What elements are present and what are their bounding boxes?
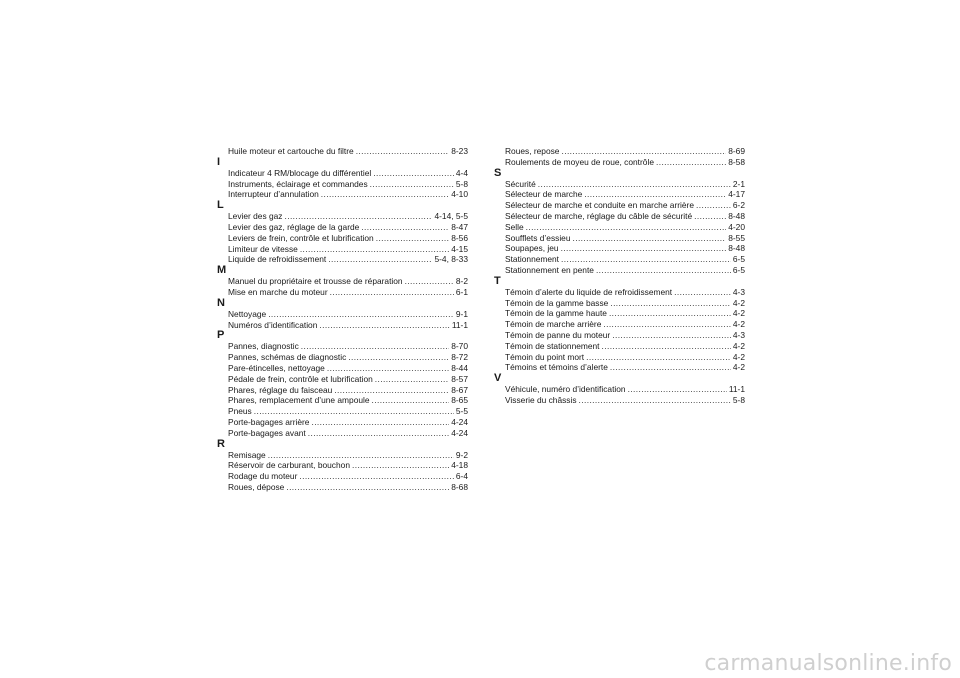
dot-leader [268,309,454,320]
index-entry-text: Roues, repose [505,146,560,156]
dot-leader [327,363,449,374]
dot-leader [405,276,454,287]
dot-leader [538,179,731,190]
index-entry-text: Pneus [228,406,252,417]
index-entry [216,374,468,385]
index-entry-page: 2-1 [732,178,745,189]
index-entry-text: Limiteur de vitesse [228,243,298,254]
index-entry [216,482,468,493]
index-entry-text: Sécurité [505,178,536,189]
index-section-letter: L [217,199,224,212]
index-entry-text: Liquide de refroidissement [228,254,327,265]
dot-leader [573,233,727,244]
index-entry-text: Témoins et témoins d’alerte [505,362,608,373]
index-entry-page: 6-5 [732,254,745,265]
index-entry-page: 4-20 [728,221,745,232]
index-entry-page: 4-2 [732,351,745,362]
dot-leader [694,211,726,222]
index-entry [493,341,745,352]
watermark: carmanualsonline.info [704,651,952,676]
index-entry [216,168,468,179]
index-entry-text: Soufflets d’essieu [505,232,571,243]
index-section-letter: T [494,274,501,287]
index-section-letter: S [494,166,502,179]
index-entry-text: Témoin de la gamme haute [505,308,607,319]
index-entry-text: Sélecteur de marche, réglage du câble de sécurité [505,210,693,221]
index-entry [216,395,468,406]
index-entry [493,319,745,330]
index-entry [493,330,745,341]
index-entry-page: 11-1 [451,319,468,330]
dot-leader [321,189,449,200]
dot-leader [319,320,449,331]
dot-leader [376,233,450,244]
dot-leader [696,200,731,211]
index-entry-text: Leviers de frein, contrôle et lubrification [228,232,374,243]
index-entry-text: Stationnement en pente [505,264,594,275]
index-entry-text: Témoin de la gamme basse [505,297,609,308]
index-entry-text: Témoin d’alerte du liquide de refroidissement [505,286,673,297]
index-entry [216,320,468,331]
index-entry-text: Sélecteur de marche et conduite en marche arrière [505,200,695,211]
index-entry-page: 8-56 [451,232,468,243]
dot-leader [612,330,731,341]
dot-leader [254,406,454,417]
index-entry-page: 6-5 [732,264,745,275]
index-entry [493,265,745,276]
dot-leader [586,352,731,363]
dot-leader [373,168,454,179]
index-entry-text: Phares, remplacement d’une ampoule [228,395,370,406]
index-entry-text: Véhicule, numéro d’identification [505,384,626,395]
index-entry-text: Remisage [228,449,266,460]
index-entry [493,233,745,244]
dot-leader [609,308,731,319]
dot-leader [328,254,432,265]
index-entry-page: 8-57 [451,373,468,384]
index-entry-text: Soupapes, jeu [505,243,559,254]
dot-leader [330,287,454,298]
index-entry [216,428,468,439]
index-entry-text: Levier des gaz [228,211,283,222]
dot-leader [656,157,726,168]
index-entry [216,254,468,265]
index-entry-page: 4-14, 5-5 [434,211,468,222]
index-entry-text: Phares, réglage du faisceau [228,384,333,395]
index-entry-page: 11-1 [728,384,745,395]
dot-leader [584,189,726,200]
index-entry [493,146,745,157]
dot-leader [603,319,731,330]
index-entry [216,211,468,222]
dot-leader [286,482,449,493]
dot-leader [301,341,449,352]
index-entry [493,352,745,363]
index-entry-text: Interrupteur d’annulation [228,189,319,200]
index-entry-page: 4-4 [455,167,468,178]
index-entry-text: Témoin de panne du moteur [505,329,611,340]
dot-leader [561,146,726,157]
index-entry [493,395,745,406]
index-entry-page: 8-67 [451,384,468,395]
index-entry-page: 8-55 [728,232,745,243]
dot-leader [311,417,449,428]
index-entry-text: Manuel du propriétaire et trousse de réparation [228,276,403,287]
dot-leader [579,395,731,406]
index-entry-page: 4-24 [451,416,468,427]
dot-leader [561,243,727,254]
index-entry [493,287,745,298]
index-entry-page: 4-10 [451,189,468,200]
index-entry-text: Huile moteur et cartouche du filtre [228,146,354,156]
index-entry [493,243,745,254]
index-entry-page: 5-8 [455,178,468,189]
index-entry [493,222,745,233]
index-entry-page: 8-65 [451,395,468,406]
index-entry [216,385,468,396]
index-entry-page: 8-69 [728,146,745,156]
index-entry-page: 8-48 [728,210,745,221]
index-entry [493,298,745,309]
index-entry [216,222,468,233]
index-entry [216,276,468,287]
index-entry-page: 8-47 [451,221,468,232]
index-entry-text: Pannes, diagnostic [228,341,299,352]
index-entry-page: 8-44 [451,362,468,373]
index-entry-text: Pare-étincelles, nettoyage [228,362,325,373]
index-entry-page: 4-18 [451,460,468,471]
index-section-letter: N [217,296,225,309]
index-entry [216,363,468,374]
index-entry-text: Instruments, éclairage et commandes [228,178,368,189]
index-entry-page: 6-1 [455,286,468,297]
index-entry-page: 8-72 [451,352,468,363]
index-entry [493,362,745,373]
index-entry-page: 5-5 [455,406,468,417]
index-entry-page: 8-2 [455,276,468,287]
index-entry-text: Réservoir de carburant, bouchon [228,460,350,471]
dot-leader [526,222,727,233]
index-entry-page: 9-1 [455,308,468,319]
index-entry [216,406,468,417]
index-entry [493,179,745,190]
dot-leader [628,384,727,395]
dot-leader [361,222,449,233]
index-entry-page: 5-4, 8-33 [434,254,468,265]
index-entry [216,233,468,244]
index-section-letter: P [217,329,225,342]
index-entry [493,254,745,265]
index-entry-page: 8-23 [451,146,468,156]
dot-leader [356,146,450,157]
index-section-letter: V [494,372,502,385]
index-entry [216,341,468,352]
index-column-right [493,146,745,406]
dot-leader [610,298,731,309]
index-entry-page: 4-24 [451,427,468,438]
index-section-letter: R [217,437,225,450]
index-entry-text: Porte-bagages arrière [228,416,310,427]
index-entry-text: Mise en marche du moteur [228,286,328,297]
index-entry-text: Témoin de stationnement [505,340,600,351]
index-entry-page: 8-68 [451,481,468,492]
dot-leader [352,460,449,471]
dot-leader [610,362,731,373]
index-entry-page: 9-2 [455,449,468,460]
index-entry [216,450,468,461]
index-entry-text: Selle [505,221,524,232]
index-entry-page: 4-3 [732,329,745,340]
index-entry-page: 6-2 [732,200,745,211]
index-entry [216,460,468,471]
index-column-left [216,146,468,493]
index-entry-page: 4-2 [732,340,745,351]
index-entry [493,384,745,395]
index-entry-text: Nettoyage [228,308,267,319]
index-entry-text: Indicateur 4 RM/blocage du différentiel [228,167,372,178]
index-section-letter: M [217,264,227,277]
index-section-letter: I [217,155,221,168]
index-entry-text: Roues, dépose [228,481,285,492]
dot-leader [561,254,731,265]
dot-leader [299,471,454,482]
index-entry [493,211,745,222]
index-entry [216,146,468,157]
index-entry-text: Stationnement [505,254,560,265]
index-entry-text: Pannes, schémas de diagnostic [228,352,347,363]
index-entry-page: 4-2 [732,362,745,373]
dot-leader [375,374,449,385]
index-entry [493,200,745,211]
index-entry [216,244,468,255]
dot-leader [268,450,454,461]
index-entry [216,179,468,190]
dot-leader [370,179,454,190]
dot-leader [596,265,731,276]
index-entry [216,417,468,428]
dot-leader [372,395,450,406]
index-entry-text: Rodage du moteur [228,471,298,482]
index-entry-page: 5-8 [732,394,745,405]
dot-leader [300,244,449,255]
index-entry-text: Sélecteur de marche [505,189,583,200]
index-entry-text: Pédale de frein, contrôle et lubrification [228,373,373,384]
dot-leader [308,428,449,439]
dot-leader [674,287,731,298]
dot-leader [284,211,432,222]
index-entry-page: 4-15 [451,243,468,254]
dot-leader [334,385,449,396]
index-entry-text: Témoin de marche arrière [505,319,602,330]
index-entry-page: 4-17 [728,189,745,200]
index-entry-text: Levier des gaz, réglage de la garde [228,221,360,232]
index-entry [216,471,468,482]
dot-leader [602,341,731,352]
index-entry-text: Témoin du point mort [505,351,585,362]
dot-leader [348,352,449,363]
index-entry-text: Roulements de moyeu de roue, contrôle [505,156,654,167]
index-entry [216,309,468,320]
index-entry-text: Visserie du châssis [505,394,577,405]
index-entry-text: Porte-bagages avant [228,427,306,438]
index-entry [216,352,468,363]
index-entry-page: 8-58 [728,156,745,167]
index-entry-text: Numéros d’identification [228,319,318,330]
index-entry [493,308,745,319]
index-entry-page: 6-4 [455,471,468,482]
index-entry-page: 4-3 [732,286,745,297]
index-entry-page: 8-70 [451,341,468,352]
index-entry [216,287,468,298]
index-entry [493,157,745,168]
index-entry [216,189,468,200]
index-entry-page: 4-2 [732,308,745,319]
index-entry [493,189,745,200]
index-entry-page: 4-2 [732,297,745,308]
index-entry-page: 4-2 [732,319,745,330]
index-entry-page: 8-48 [728,243,745,254]
